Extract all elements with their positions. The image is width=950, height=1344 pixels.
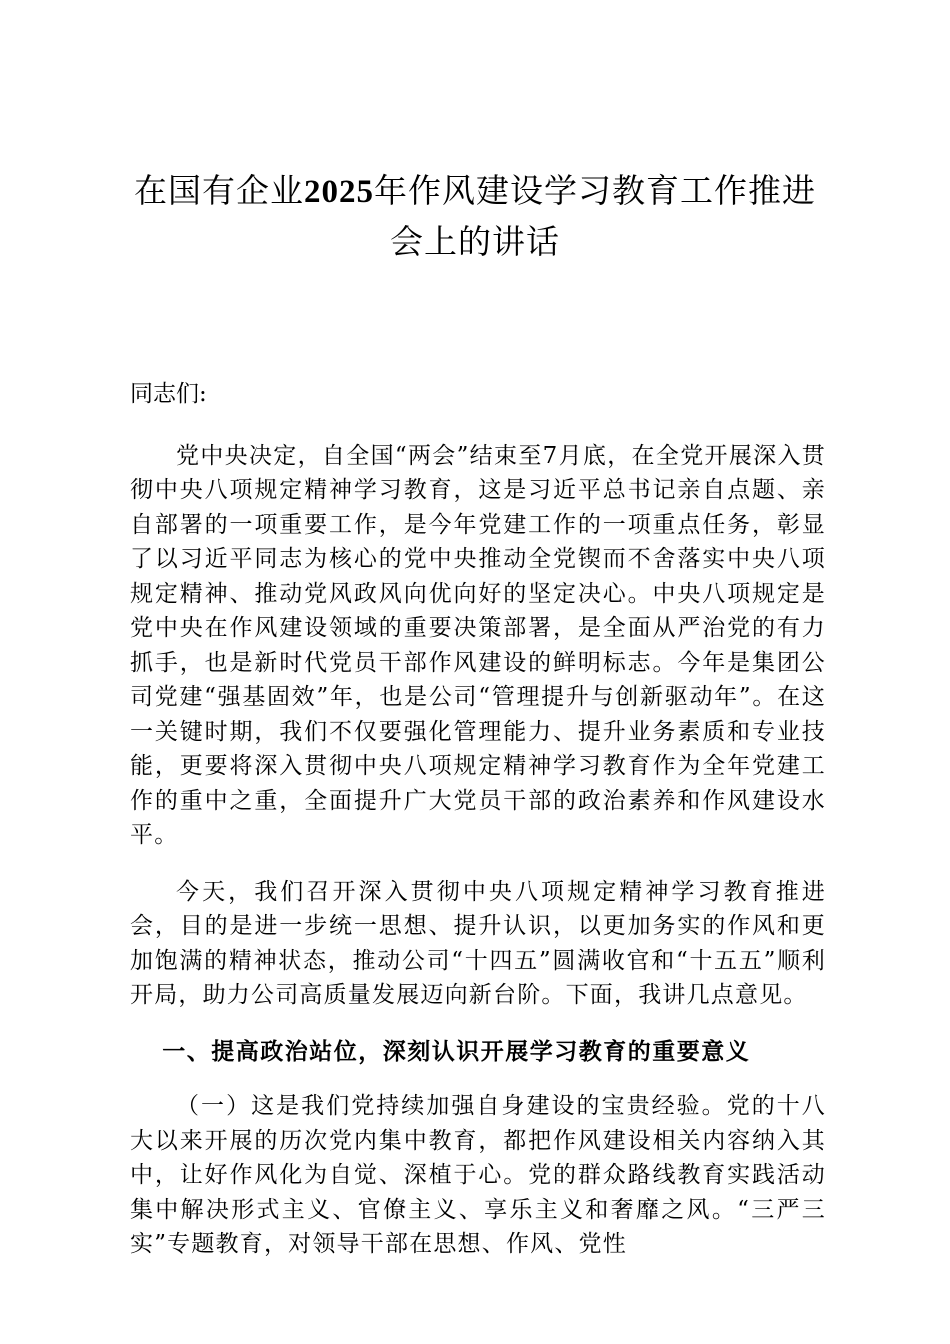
title-part-1: 在国有企业 [134, 171, 304, 210]
title-year: 2025 [304, 174, 374, 210]
salutation: 同志们: [130, 381, 207, 407]
document-title [120, 166, 830, 266]
title-part-2: 年作风建设学习教育工作推进会上的讲话 [374, 171, 816, 261]
paragraph-1: 党中央决定，自全国“两会”结束至7月底，在全党开展深入贯彻中央八项规定精神学习教育，这是习近平总书记亲自点题、亲自部署的一项重要工作，是今年党建工作的一项重点任务，彰显了以习近平同志为核心的党中央推动全党锲而不舍落实中央八项规定精神、推动党风政风向优向好的坚定决心。中央八项规定是党中央在作风建设领域的重要决策部署，是全面从严治党的有力抓手，也是新时代党员干部作风建设的鲜明标志。今年是集团公司党建“强基固效”年，也是公司“管理提升与创新驱动年”。在这一关键时期，我们不仅要强化管理能力、提升业务素质和专业技能，更要将深入贯彻中央八项规定精神学习教育作为全年党建工作的重中之重，全面提升广大党员干部的政治素养和作风建设水平。 [130, 442, 826, 848]
section-heading-1: 一、提高政治站位，深刻认识开展学习教育的重要意义 [162, 1037, 751, 1065]
paragraph-3: （一）这是我们党持续加强自身建设的宝贵经验。党的十八大以来开展的历次党内集中教育，都把作风建设相关内容纳入其中，让好作风化为自觉、深植于心。党的群众路线教育实践活动集中解决形式主义、官僚主义、享乐主义和奢靡之风。“三严三实”专题教育，对领导干部在思想、作风、党性 [130, 1093, 826, 1257]
paragraph-2: 今天，我们召开深入贯彻中央八项规定精神学习教育推进会，目的是进一步统一思想、提升认识，以更加务实的作风和更加饱满的精神状态，推动公司“十四五”圆满收官和“十五五”顺利开局，助力公司高质量发展迈向新台阶。下面，我讲几点意见。 [130, 878, 826, 1008]
document-body [130, 377, 826, 1284]
